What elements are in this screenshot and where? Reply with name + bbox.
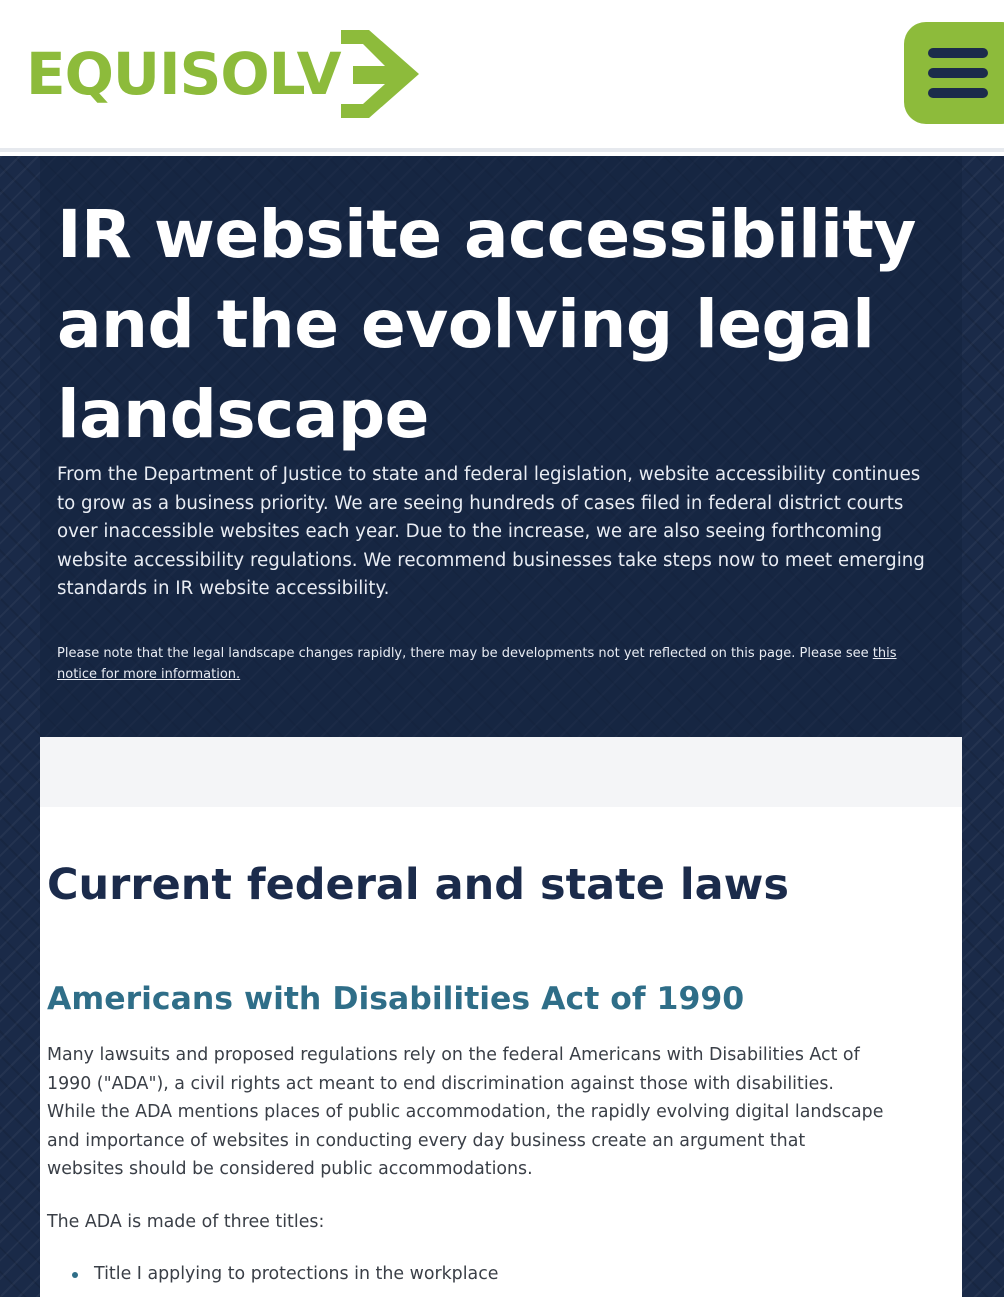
page-title: IR website accessibility and the evolving legal landscape xyxy=(57,196,916,453)
section-title: Current federal and state laws xyxy=(47,860,789,910)
arrow-e-logo-mark-icon xyxy=(339,26,421,122)
ada-titles-list xyxy=(70,1260,890,1289)
equisolve-logo[interactable] xyxy=(26,26,496,122)
notice-link[interactable]: this notice for more information. xyxy=(57,646,897,682)
ada-paragraph: Many lawsuits and proposed regulations rely on the federal Americans with Disabilities Act of 1990 ("ADA"), a civil rights act meant to end discrimination against those with disabilities. While the ADA mentions places of public accommodation, the rapidly evolving digital landscape and importance of websites in conducting every day business create an argument that websites should be considered public accommodations. xyxy=(47,1045,884,1179)
site-header xyxy=(0,0,1004,152)
hamburger-menu-button[interactable] xyxy=(904,22,1004,124)
ada-titles-intro: The ADA is made of three titles: xyxy=(47,1212,325,1232)
menu-bar-icon xyxy=(928,88,988,98)
legal-notice-body: Please note that the legal landscape changes rapidly, there may be developments not yet reflected on this page. Please see xyxy=(57,646,873,661)
menu-bar-icon xyxy=(928,48,988,58)
list-item: Title I applying to protections in the workplace xyxy=(70,1260,890,1289)
hero-intro-text: From the Department of Justice to state and federal legislation, website accessibility continues to grow as a business priority. We are seeing hundreds of cases filed in federal district courts over inaccessible websites each year. Due to the increase, we are also seeing forthcoming website accessibility regulations. We recommend businesses take steps now to meet emerging standards in IR website accessibility. xyxy=(57,464,925,600)
menu-bar-icon xyxy=(928,68,988,78)
legal-notice-text xyxy=(57,643,937,685)
logo-wordmark: EQUISOLV xyxy=(26,40,341,108)
card-top-band xyxy=(40,737,962,807)
subsection-title: Americans with Disabilities Act of 1990 xyxy=(47,981,745,1017)
